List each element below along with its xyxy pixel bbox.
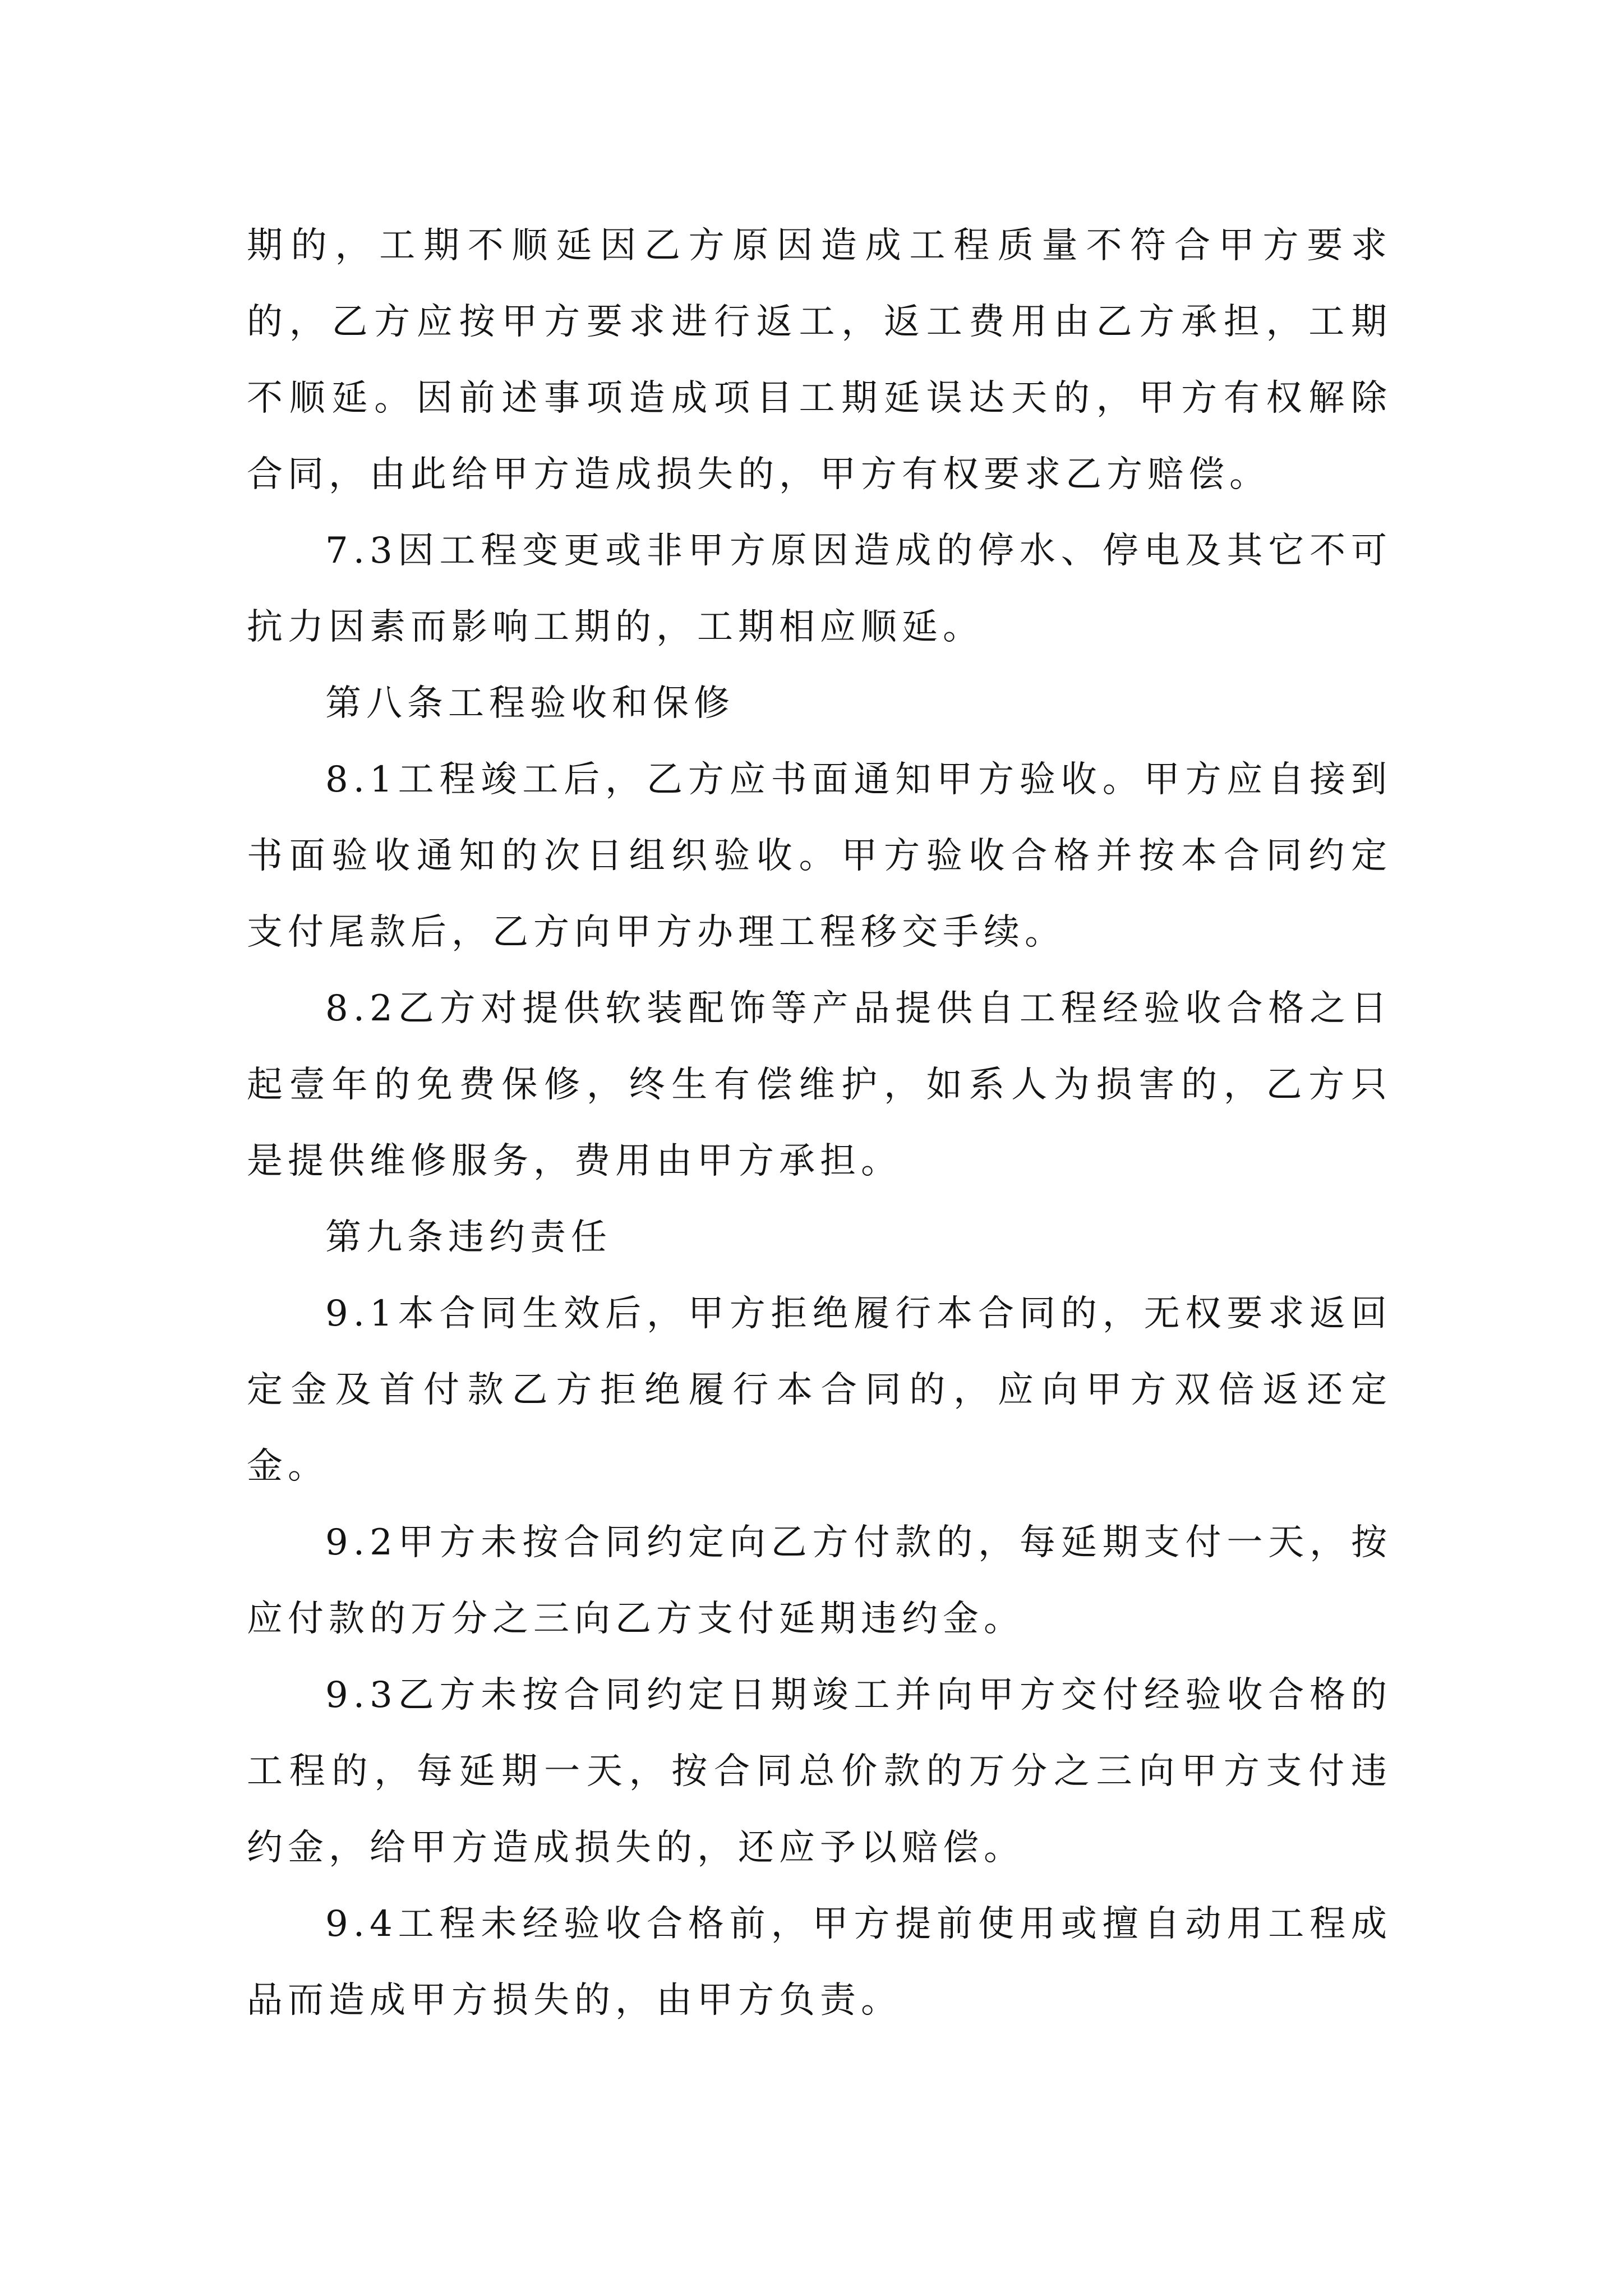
paragraph-7-2-continued: 期的，工期不顺延因乙方原因造成工程质量不符合甲方要求的，乙方应按甲方要求进行返工，返工费用由乙方承担，工期不顺延。因前述事项造成项目工期延误达天的，甲方有权解除合同，由此给甲方造成损失的，甲方有权要求乙方赔偿。 xyxy=(247,225,1392,495)
paragraph-9-3: 9.3乙方未按合同约定日期竣工并向甲方交付经验收合格的工程的，每延期一天，按合同总价款的万分之三向甲方支付违约金，给甲方造成损失的，还应予以赔偿。 xyxy=(247,1674,1392,1869)
paragraph-9-1: 9.1本合同生效后，甲方拒绝履行本合同的，无权要求返回定金及首付款乙方拒绝履行本合同的，应向甲方双倍返还定金。 xyxy=(247,1293,1392,1487)
paragraph-9-4: 9.4工程未经验收合格前，甲方提前使用或擅自动用工程成品而造成甲方损失的，由甲方负责。 xyxy=(247,1903,1392,2021)
heading-article-8: 第八条工程验收和保修 xyxy=(325,683,735,724)
heading-article-9: 第九条违约责任 xyxy=(325,1217,612,1258)
paragraph-8-2: 8.2乙方对提供软装配饰等产品提供自工程经验收合格之日起壹年的免费保修，终生有偿维护，如系人为损害的，乙方只是提供维修服务，费用由甲方承担。 xyxy=(247,988,1392,1182)
paragraph-8-1: 8.1工程竣工后，乙方应书面通知甲方验收。甲方应自接到书面验收通知的次日组织验收。甲方验收合格并按本合同约定支付尾款后，乙方向甲方办理工程移交手续。 xyxy=(247,759,1392,953)
paragraph-7-3: 7.3因工程变更或非甲方原因造成的停水、停电及其它不可抗力因素而影响工期的，工期相应顺延。 xyxy=(247,530,1392,648)
document-body xyxy=(247,208,1392,2039)
paragraph-9-2: 9.2甲方未按合同约定向乙方付款的，每延期支付一天，按应付款的万分之三向乙方支付延期违约金。 xyxy=(247,1522,1392,1640)
